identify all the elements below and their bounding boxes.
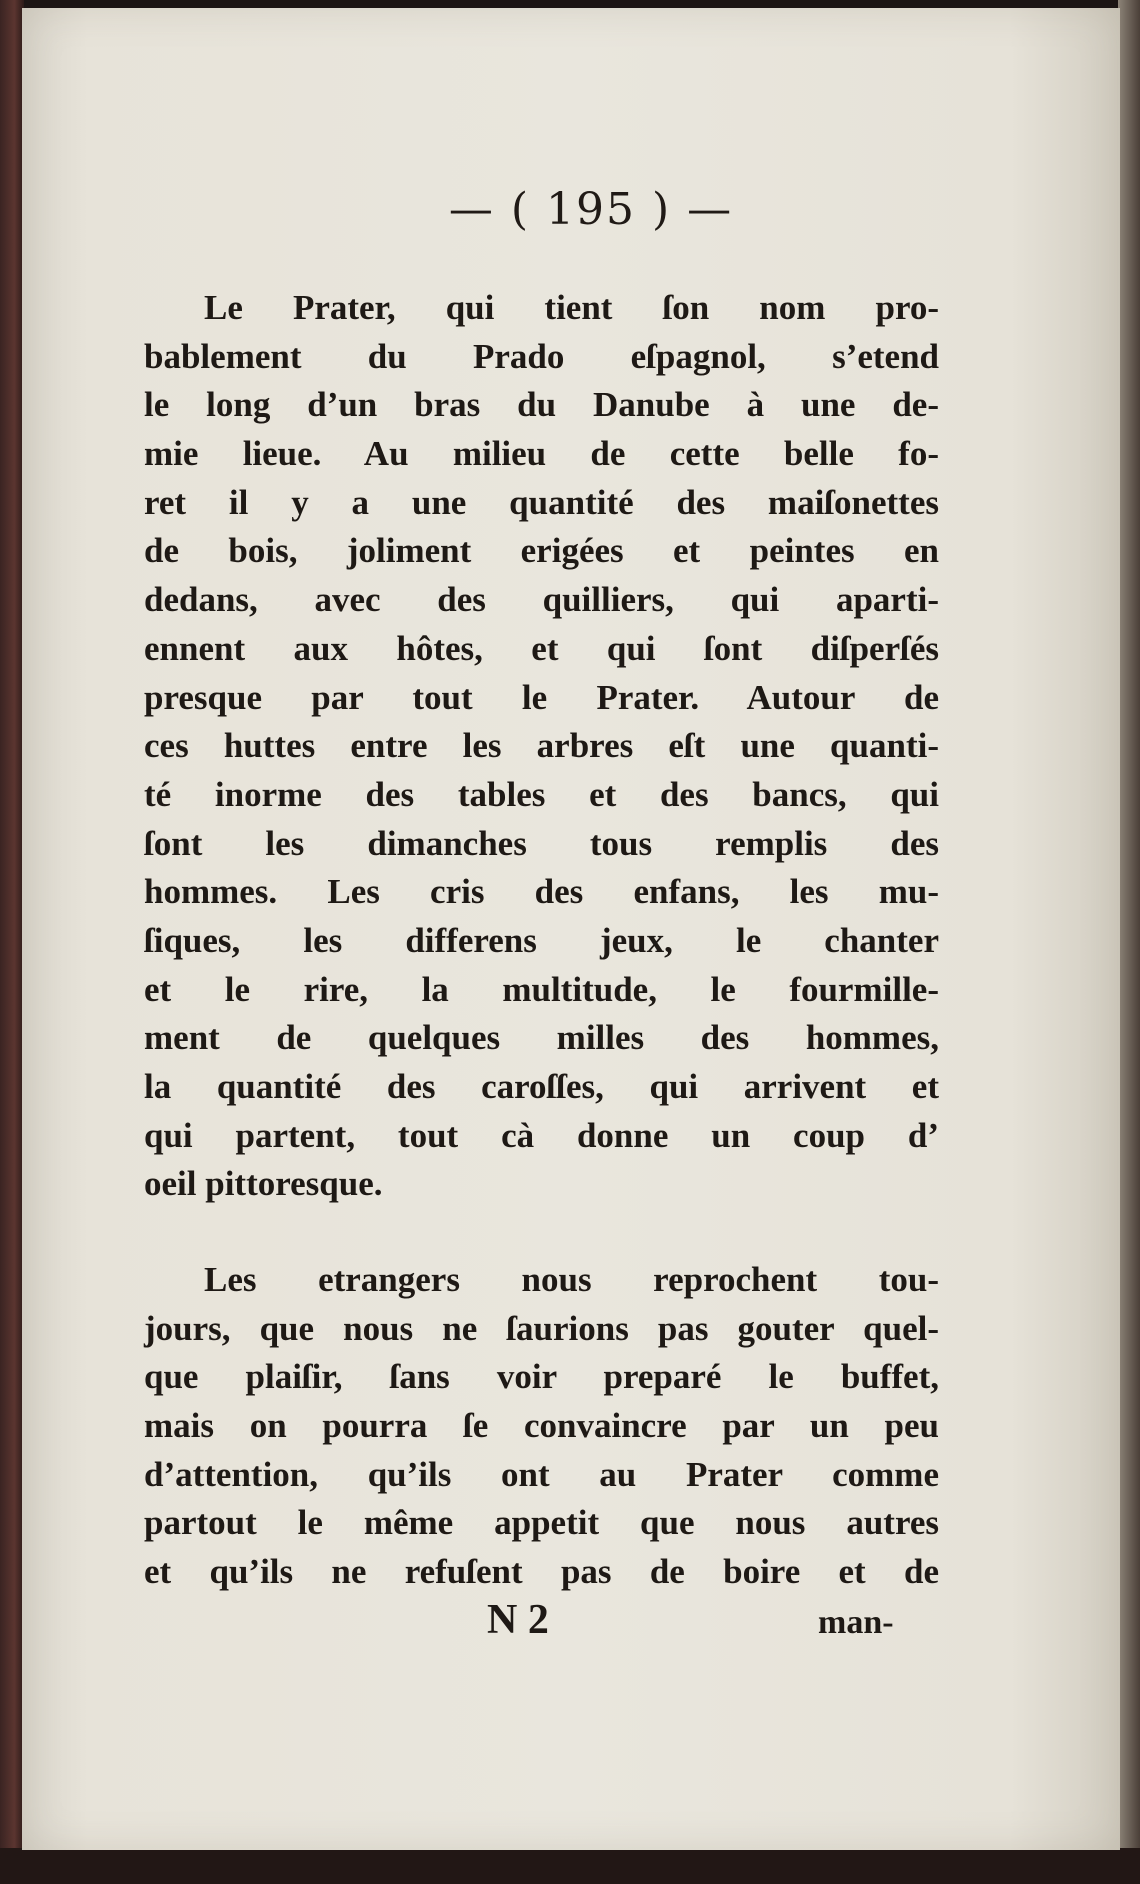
text-line: de bois, joliment erigées et peintes en bbox=[144, 531, 939, 571]
paragraph-1 bbox=[144, 284, 939, 1209]
text-line: Le Prater, qui tient ſon nom pro- bbox=[204, 288, 939, 327]
text-line: Les etrangers nous reprochent tou- bbox=[204, 1260, 939, 1299]
text-line: té inorme des tables et des bancs, qui bbox=[144, 774, 939, 814]
text-line: hommes. Les cris des enfans, les mu- bbox=[144, 872, 939, 912]
page-number-header: — ( 195 ) — bbox=[448, 184, 734, 235]
catchword: man- bbox=[818, 1604, 894, 1641]
signature-mark: N 2 bbox=[487, 1597, 549, 1643]
book-binding-edge bbox=[0, 0, 24, 1884]
text-line: presque par tout le Prater. Autour de bbox=[144, 677, 939, 717]
text-line: ſiques, les differens jeux, le chanter bbox=[144, 920, 939, 960]
book-page bbox=[22, 8, 1120, 1850]
text-line: jours, que nous ne ſaurions pas gouter quel- bbox=[144, 1308, 939, 1348]
text-line: le long d’un bras du Danube à une de- bbox=[144, 385, 939, 425]
text-line: et qu’ils ne refuſent pas de boire et de bbox=[144, 1552, 939, 1592]
book-bottom-edge bbox=[0, 1848, 1140, 1884]
text-line: ſont les dimanches tous remplis des bbox=[144, 823, 939, 863]
text-line: et le rire, la multitude, le fourmille- bbox=[144, 969, 939, 1009]
text-line: ment de quelques milles des hommes, bbox=[144, 1018, 939, 1058]
text-line: bablement du Prado eſpagnol, s’etend bbox=[144, 336, 939, 376]
text-line: que plaiſir, ſans voir preparé le buffet, bbox=[144, 1357, 939, 1397]
text-line: qui partent, tout cà donne un coup d’ bbox=[144, 1115, 939, 1155]
text-line: la quantité des caroſſes, qui arrivent et bbox=[144, 1067, 939, 1106]
text-line: mais on pourra ſe convaincre par un peu bbox=[144, 1406, 939, 1446]
text-line: ennent aux hôtes, et qui ſont diſperſés bbox=[144, 628, 939, 668]
text-line: partout le même appetit que nous autres bbox=[144, 1503, 939, 1543]
text-line: dedans, avec des quilliers, qui aparti- bbox=[144, 580, 939, 620]
paragraph-2 bbox=[144, 1256, 939, 1597]
text-line: d’attention, qu’ils ont au Prater comme bbox=[144, 1454, 939, 1494]
text-line: ret il y a une quantité des maiſonettes bbox=[144, 482, 939, 522]
text-line: ces huttes entre les arbres eſt une quanti- bbox=[144, 726, 939, 766]
text-line: mie lieue. Au milieu de cette belle fo- bbox=[144, 434, 939, 474]
page-fore-edge bbox=[1118, 0, 1140, 1884]
text-line: oeil pittoresque. bbox=[144, 1164, 383, 1204]
